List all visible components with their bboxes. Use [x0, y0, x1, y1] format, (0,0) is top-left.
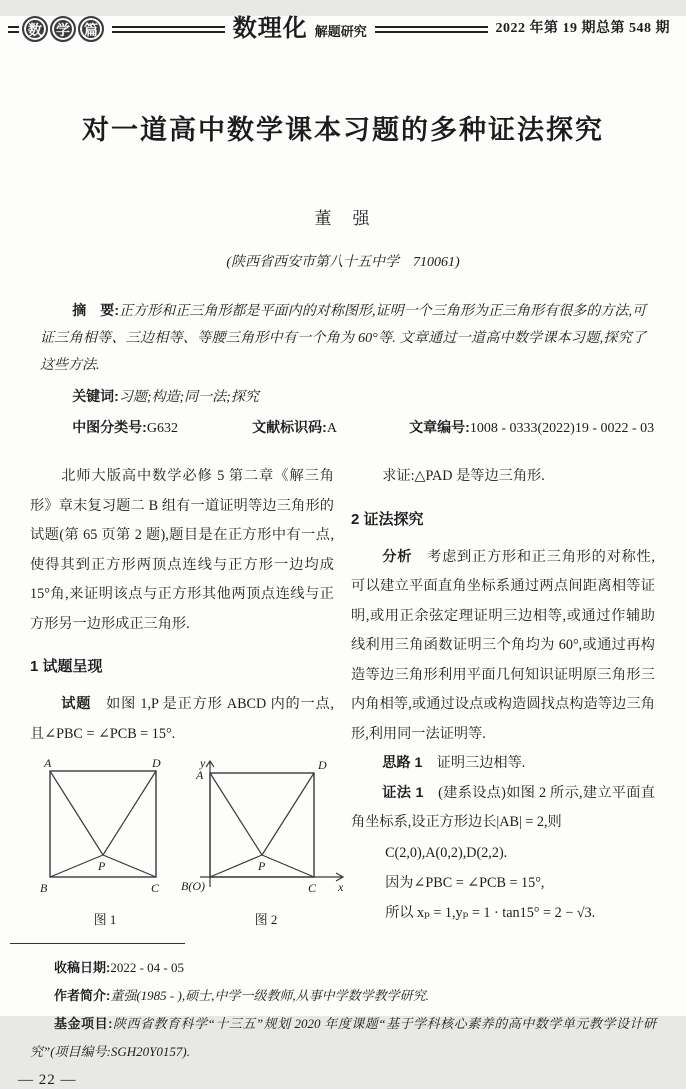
article-id-value: 1008 - 0333(2022)19 - 0022 - 03 [469, 421, 655, 437]
clc-value: G632 [146, 421, 178, 437]
figure-2 [180, 755, 352, 935]
masthead-subtitle: 解题研究 [314, 24, 367, 39]
figure-1 [30, 755, 180, 935]
keywords-label: 关键词: [72, 388, 119, 405]
article-title: 对一道高中数学课本习题的多种证法探究 [82, 115, 604, 145]
proof-label: 证法 1 [382, 784, 424, 801]
fig2-label-P: P [258, 859, 266, 874]
fund-text: 陕西省教育科学“十三五”规划 2020 年度课题“基于学科核心素养的高中数学单元教学设计研究”(项目编号:SGH20Y0157). [30, 1015, 656, 1059]
author-affiliation: (陕西省西安市第八十五中学 710061) [226, 255, 460, 271]
abstract [40, 297, 646, 379]
analysis-label: 分析 [382, 548, 413, 565]
received-date [30, 954, 656, 982]
keywords [40, 383, 646, 411]
doc-code [220, 414, 337, 442]
intro-paragraph: 北师大版高中数学必修 5 第二章《解三角形》章末复习题二 B 组有一道证明等边三角形的试题(第 65 页第 2 题),题目是在正方形中有一点,使得其到正方形两顶点连线与正方形一边均成 15°角,来证明该点与正方形其他两顶点连线与正方形另一边形成正三角形. [30, 468, 334, 632]
doc-code-value: A [326, 421, 337, 437]
keywords-text: 习题;构造;同一法;探究 [118, 390, 259, 406]
idea-label: 思路 1 [382, 755, 423, 772]
journal-page [0, 15, 686, 1088]
article-meta [40, 414, 655, 442]
proof-paragraph [351, 779, 655, 838]
clc-label: 中图分类号: [72, 419, 147, 436]
journal-header [8, 16, 670, 42]
figure-row [30, 755, 344, 935]
bio-text: 董强(1985 - ),硕士,中学一级教师,从事中学数学教学研究. [110, 987, 429, 1003]
footnotes [30, 954, 656, 1066]
header-rule [375, 26, 488, 33]
fig1-label-B: B [40, 881, 48, 896]
abstract-text: 正方形和正三角形都是平面内的对称图形,证明一个三角形为正三角形有很多的方法,可证三角相等、三边相等、等腰三角形中有一个角为 60°等. 文章通过一道高中数学课本习题,探究了这些方法. [40, 304, 647, 374]
analysis-text: 考虑到正方形和正三角形的对称性,可以建立平面直角坐标系通过两点间距离相等证明,或用正余弦定理证明三边相等,或通过作辅助线利用三角函数证明三个角均为 60°,或通过再构造等边三角形利用平面几何知识证明原三角形三内角相等,或通过设点或构造圆找点构造等边三角形,利用同一法证明等. [351, 548, 655, 742]
idea-paragraph [351, 749, 655, 779]
proof-text: (建系设点)如图 2 所示,建立平面直角坐标系,设正方形边长|AB| = 2,则 [351, 784, 655, 831]
fig1-label-A: A [44, 756, 52, 771]
received-label: 收稿日期: [54, 959, 111, 975]
page-number: — 22 — [18, 1071, 77, 1088]
idea-text: 证明三边相等. [436, 755, 526, 772]
figure-2-drawing [180, 755, 352, 903]
equation-angles: 因为∠PBC = ∠PCB = 15°, [385, 874, 545, 891]
badge-coin-icon: 数 [22, 16, 48, 42]
equation-point-p: 所以 xₚ = 1,yₚ = 1 · tan15° = 2 − √3. [385, 904, 596, 921]
abstract-label: 摘 要: [72, 302, 120, 319]
journal-series-badge [22, 16, 104, 42]
article-id [377, 414, 654, 442]
section-2-heading: 2 证法探究 [351, 510, 424, 528]
problem-text: 如图 1,P 是正方形 ABCD 内的一点,且∠PBC = ∠PCB = 15°. [30, 696, 334, 742]
fig2-label-B: B(O) [181, 879, 205, 894]
fig1-label-P: P [98, 859, 106, 874]
author-name: 董 强 [314, 209, 372, 229]
figure-1-caption: 图 1 [93, 912, 117, 928]
figure-1-drawing [30, 755, 180, 903]
fig1-label-C: C [151, 881, 160, 896]
analysis-paragraph [351, 543, 655, 750]
fig2-label-C: C [308, 881, 317, 896]
fig2-label-y: y [200, 756, 206, 771]
prove-statement: 求证:△PAD 是等边三角形. [382, 468, 545, 485]
article-id-label: 文章编号: [409, 419, 470, 436]
badge-coin-icon: 篇 [78, 16, 104, 42]
author-bio [30, 982, 656, 1010]
fig1-label-D: D [152, 756, 161, 771]
received-value: 2022 - 04 - 05 [110, 959, 185, 975]
figure-2-caption: 图 2 [254, 912, 278, 928]
section-1-heading: 1 试题呈现 [30, 658, 103, 676]
left-column [30, 462, 344, 935]
right-column [351, 462, 655, 935]
bio-label: 作者简介: [54, 987, 111, 1003]
header-rule-left [8, 26, 19, 33]
equation-coordinates: C(2,0),A(0,2),D(2,2). [385, 844, 508, 861]
fund-project [30, 1010, 656, 1066]
doc-code-label: 文献标识码: [252, 419, 327, 436]
journal-masthead [233, 17, 367, 41]
issue-info: 2022 年第 19 期总第 548 期 [495, 21, 671, 36]
footnote-separator [10, 943, 185, 944]
fund-label: 基金项目: [54, 1015, 113, 1031]
fig2-label-D: D [318, 758, 327, 773]
header-rule [112, 26, 225, 33]
badge-coin-icon: 学 [50, 16, 76, 42]
fig2-label-x: x [338, 880, 344, 895]
problem-paragraph [30, 690, 334, 749]
masthead-title: 数理化 [232, 15, 308, 42]
problem-label: 试题 [61, 696, 92, 713]
fig2-label-A: A [196, 768, 204, 783]
clc-number [40, 414, 178, 442]
body-columns [30, 462, 656, 935]
